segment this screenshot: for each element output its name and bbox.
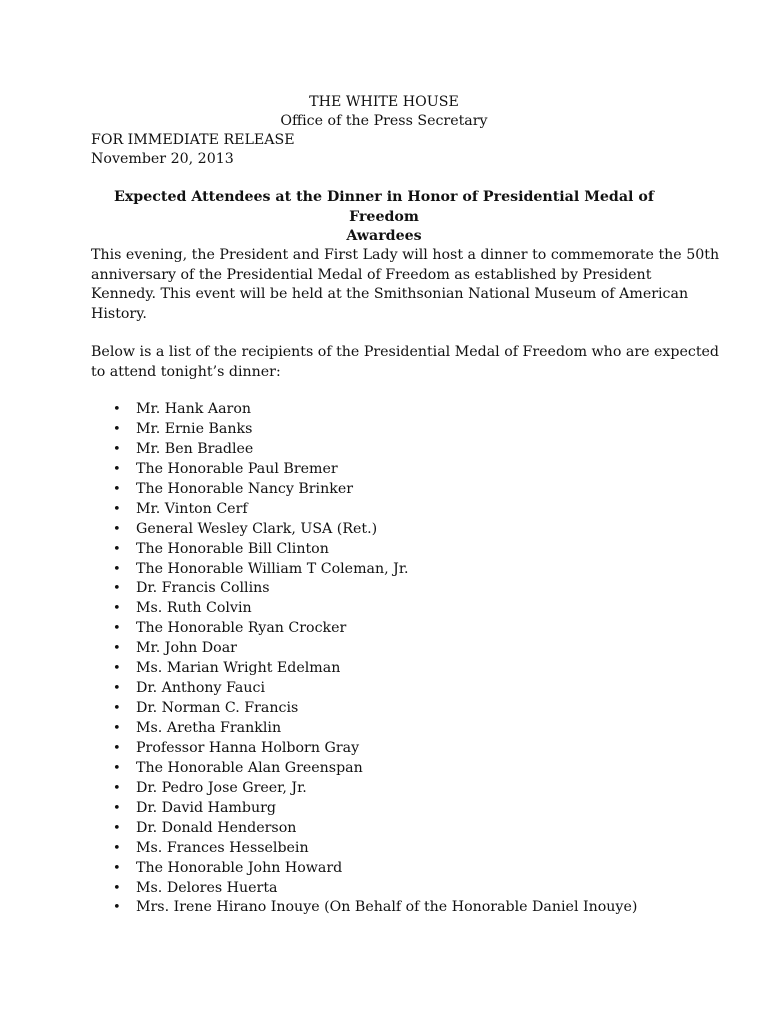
bullet-icon: • xyxy=(113,541,121,557)
bullet-icon: • xyxy=(113,760,121,776)
intro-line-3: Kennedy. This event will be held at the Smithsonian National Museum of American xyxy=(91,286,689,302)
bullet-icon: • xyxy=(113,421,121,437)
release-label: FOR IMMEDIATE RELEASE xyxy=(91,132,295,148)
bullet-icon: • xyxy=(113,621,121,637)
bullet-icon: • xyxy=(113,581,121,597)
bullet-icon: • xyxy=(113,800,121,816)
recipient-name: The Honorable Alan Greenspan xyxy=(136,759,363,776)
bullet-icon: • xyxy=(113,641,121,657)
recipient-name: Dr. Anthony Fauci xyxy=(136,680,266,697)
title-line-2: Awardees xyxy=(346,228,422,244)
recipient-name: Dr. Donald Henderson xyxy=(136,819,297,836)
bullet-icon: • xyxy=(113,840,121,856)
bullet-icon: • xyxy=(113,900,121,916)
document-title xyxy=(91,188,677,247)
bullet-icon: • xyxy=(113,780,121,796)
release-date: November 20, 2013 xyxy=(91,151,234,167)
recipient-name: Mr. Vinton Cerf xyxy=(136,500,248,517)
intro-line-4: History. xyxy=(91,305,147,322)
bullet-icon: • xyxy=(113,860,121,876)
recipient-name: Mr. Hank Aaron xyxy=(136,401,252,417)
recipient-name: The Honorable Ryan Crocker xyxy=(136,620,347,637)
bullet-icon: • xyxy=(113,661,121,677)
recipient-name: Dr. David Hamburg xyxy=(136,799,276,816)
recipient-name: Ms. Marian Wright Edelman xyxy=(136,660,341,677)
org-heading: THE WHITE HOUSE xyxy=(309,94,459,110)
bullet-icon: • xyxy=(113,601,121,617)
recipient-name: The Honorable Paul Bremer xyxy=(136,460,338,477)
recipient-name: Dr. Norman C. Francis xyxy=(136,700,299,717)
bullet-icon: • xyxy=(113,561,121,577)
bullet-icon: • xyxy=(113,441,121,457)
office-subheading: Office of the Press Secretary xyxy=(280,113,488,129)
recipient-name: Ms. Delores Huerta xyxy=(136,879,278,896)
bullet-icon: • xyxy=(113,721,121,736)
title-line-1: Expected Attendees at the Dinner in Honor of Presidential Medal of Freedom xyxy=(114,189,654,225)
list-intro-line-2: to attend tonight’s dinner: xyxy=(91,363,281,380)
recipient-name: Dr. Francis Collins xyxy=(136,580,270,597)
recipient-name: The Honorable William T Coleman, Jr. xyxy=(136,560,409,577)
recipient-name: Ms. Frances Hesselbein xyxy=(136,839,309,856)
bullet-icon: • xyxy=(113,501,121,517)
bullet-icon: • xyxy=(113,461,121,477)
bullet-icon: • xyxy=(113,521,121,537)
recipient-name: Ms. Ruth Colvin xyxy=(136,600,252,617)
recipient-name: Mr. John Doar xyxy=(136,640,237,657)
list-intro-line-1: Below is a list of the recipients of the Presidential Medal of Freedom who are expected xyxy=(91,344,720,360)
bullet-icon: • xyxy=(113,481,121,497)
recipient-name: Professor Hanna Holborn Gray xyxy=(136,739,360,756)
bullet-icon: • xyxy=(113,701,121,717)
recipient-name: The Honorable Nancy Brinker xyxy=(136,480,354,497)
bullet-icon: • xyxy=(113,880,121,896)
bullet-icon: • xyxy=(113,402,121,417)
recipient-name: The Honorable John Howard xyxy=(136,859,343,876)
recipient-name: Dr. Pedro Jose Greer, Jr. xyxy=(136,779,307,796)
recipient-name: Mrs. Irene Hirano Inouye (On Behalf of the Honorable Daniel Inouye) xyxy=(136,899,638,916)
intro-line-2: anniversary of the Presidential Medal of Freedom as established by President xyxy=(91,266,652,283)
recipient-name: Mr. Ben Bradlee xyxy=(136,440,254,457)
bullet-icon: • xyxy=(113,740,121,756)
recipient-name: Mr. Ernie Banks xyxy=(136,420,253,437)
bullet-icon: • xyxy=(113,681,121,697)
bullet-icon: • xyxy=(113,820,121,836)
intro-line-1: This evening, the President and First Lady will host a dinner to commemorate the 50th xyxy=(91,247,720,263)
recipient-name: The Honorable Bill Clinton xyxy=(136,540,329,557)
list-intro-paragraph xyxy=(91,343,720,382)
intro-paragraph xyxy=(91,246,720,324)
recipient-name: Ms. Aretha Franklin xyxy=(136,720,282,736)
recipient-name: General Wesley Clark, USA (Ret.) xyxy=(136,520,378,537)
